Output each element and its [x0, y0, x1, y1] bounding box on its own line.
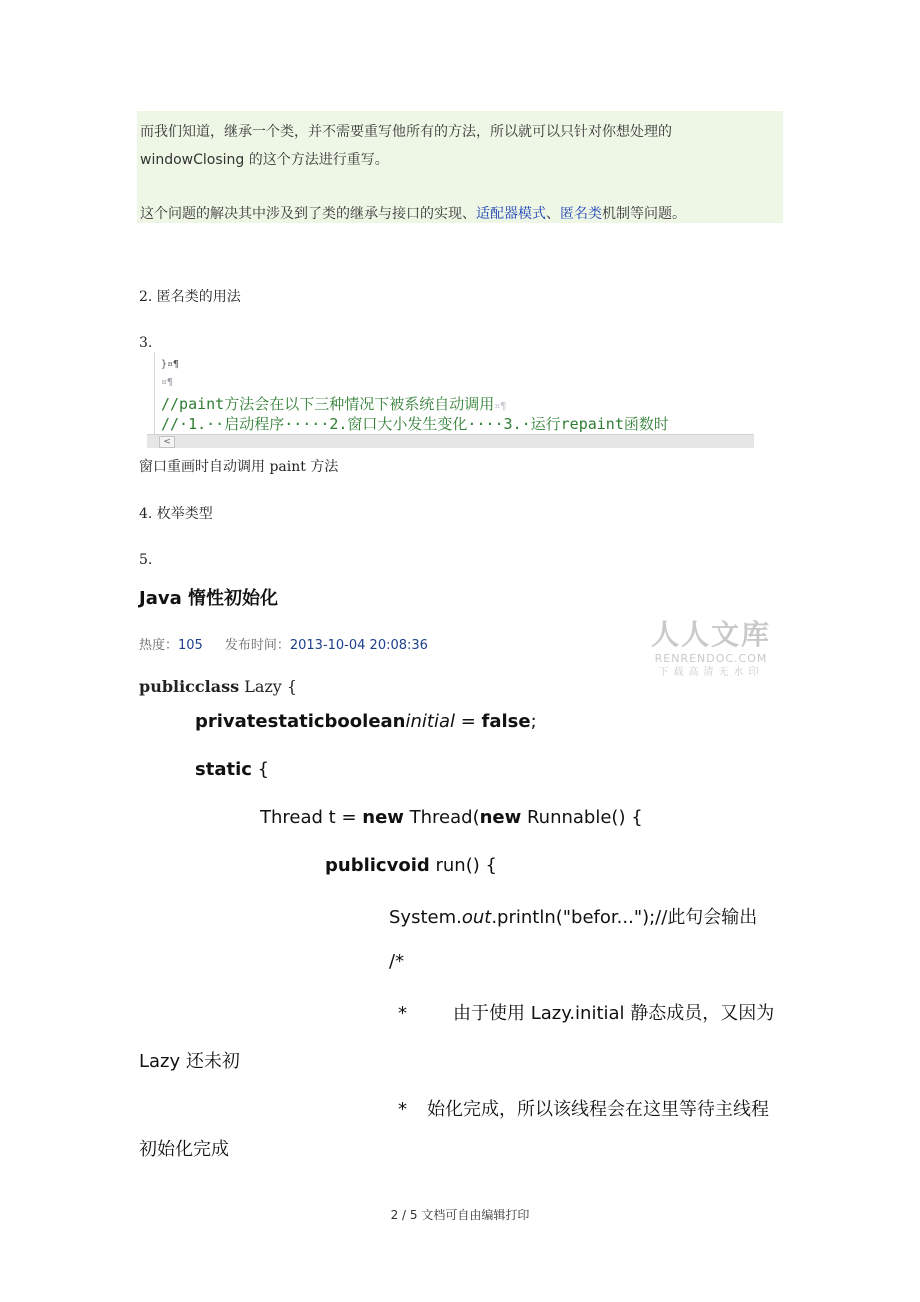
code-text: {	[251, 759, 270, 780]
window-closing-code: windowClosing	[140, 152, 245, 168]
code-image-line-3	[161, 393, 506, 414]
code-text: .println("befor...");//	[491, 907, 668, 928]
code-image-line-4: //·1.··启动程序·····2.窗口大小发生变化····3.·运行repaint函数时	[161, 415, 669, 433]
code-text: Runnable() {	[521, 807, 643, 828]
code-line-7: /*	[389, 951, 405, 972]
code-text: System.	[389, 907, 462, 928]
code-line-1	[139, 677, 297, 696]
code-keyword: false	[481, 711, 531, 732]
highlight-line-1: 而我们知道，继承一个类，并不需要重写他所有的方法，所以就可以只针对你想处理的	[140, 124, 672, 140]
list-item-4: 4. 枚举类型	[139, 506, 213, 522]
code-line-5	[325, 855, 497, 876]
watermark	[646, 618, 776, 680]
code-line-2	[195, 711, 537, 732]
code-comment: 由于使用	[453, 1003, 531, 1024]
heat-label: 热度：	[139, 638, 179, 653]
time-label: 发布时间：	[224, 638, 290, 653]
code-keyword: new	[362, 807, 404, 828]
image-caption: 窗口重画时自动调用 paint 方法	[139, 459, 339, 475]
code-comment: 始化完成，所以该线程会在这里等待主线程	[427, 1099, 769, 1120]
code-text: Lazy {	[239, 677, 298, 696]
adapter-pattern-link[interactable]: 适配器模式	[476, 206, 546, 222]
code-keyword: publicclass	[139, 677, 240, 696]
highlight-line-3	[140, 203, 686, 223]
list-item-2: 2. 匿名类的用法	[139, 289, 241, 305]
code-field: initial	[405, 711, 455, 732]
list-item-3: 3.	[139, 335, 153, 351]
code-image-comment-1: //paint方法会在以下三种情况下被系统自动调用	[161, 395, 495, 413]
editor-gutter-line	[154, 352, 155, 434]
article-title: Java 惰性初始化	[139, 588, 278, 609]
code-line-8	[398, 999, 774, 1025]
highlight-line-3-pre: 这个问题的解决其中涉及到了类的继承与接口的实现、	[140, 206, 476, 222]
highlight-line-2-rest: 的这个方法进行重写。	[244, 152, 389, 168]
code-text: Lazy.initial	[530, 1003, 625, 1024]
highlight-sep: 、	[546, 206, 560, 222]
code-keyword: new	[479, 807, 522, 828]
code-line-6	[389, 903, 757, 929]
code-image-pilcrow: ¤¶	[494, 401, 507, 412]
code-line-9	[139, 1047, 240, 1073]
code-image-line-1: }¤¶	[161, 359, 180, 370]
code-comment: 此句会输出	[667, 907, 758, 928]
scroll-left-icon[interactable]: <	[159, 436, 175, 448]
comment-star: *	[398, 1099, 407, 1120]
watermark-domain: RENRENDOC.COM	[654, 652, 768, 665]
heat-value: 105	[178, 638, 203, 653]
code-keyword: privatestaticboolean	[195, 711, 406, 732]
highlight-line-3-post: 机制等问题。	[602, 206, 686, 222]
code-comment: 还未初	[180, 1051, 240, 1072]
code-text: Thread t =	[260, 807, 363, 828]
code-text: Thread(	[403, 807, 480, 828]
code-line-11: 初始化完成	[139, 1139, 229, 1160]
code-image-line-2: ¤¶	[161, 377, 174, 388]
code-text: =	[455, 711, 482, 732]
highlight-line-2	[140, 149, 389, 169]
list-item-5: 5.	[139, 552, 153, 568]
code-line-4	[260, 807, 643, 828]
anonymous-class-link[interactable]: 匿名类	[560, 206, 602, 222]
code-keyword: publicvoid	[325, 855, 430, 876]
watermark-slogan: 下载高清无水印	[658, 667, 764, 678]
code-keyword: static	[195, 759, 252, 780]
highlight-block	[137, 111, 783, 223]
code-field: out	[461, 907, 492, 928]
code-text: Lazy	[139, 1051, 181, 1072]
code-line-3	[195, 759, 269, 780]
page-footer: 2 / 5 文档可自由编辑打印	[390, 1208, 530, 1222]
article-meta	[139, 634, 428, 653]
code-screenshot	[147, 352, 754, 449]
code-comment: 静态成员，又因为	[624, 1003, 775, 1024]
code-line-10	[398, 1095, 769, 1121]
watermark-brand: 人人文库	[650, 618, 771, 651]
time-value: 2013-10-04 20:08:36	[289, 638, 428, 653]
code-text: ;	[530, 711, 537, 732]
comment-star: *	[398, 1003, 407, 1024]
code-text: run() {	[429, 855, 497, 876]
horizontal-scrollbar[interactable]	[147, 434, 754, 448]
